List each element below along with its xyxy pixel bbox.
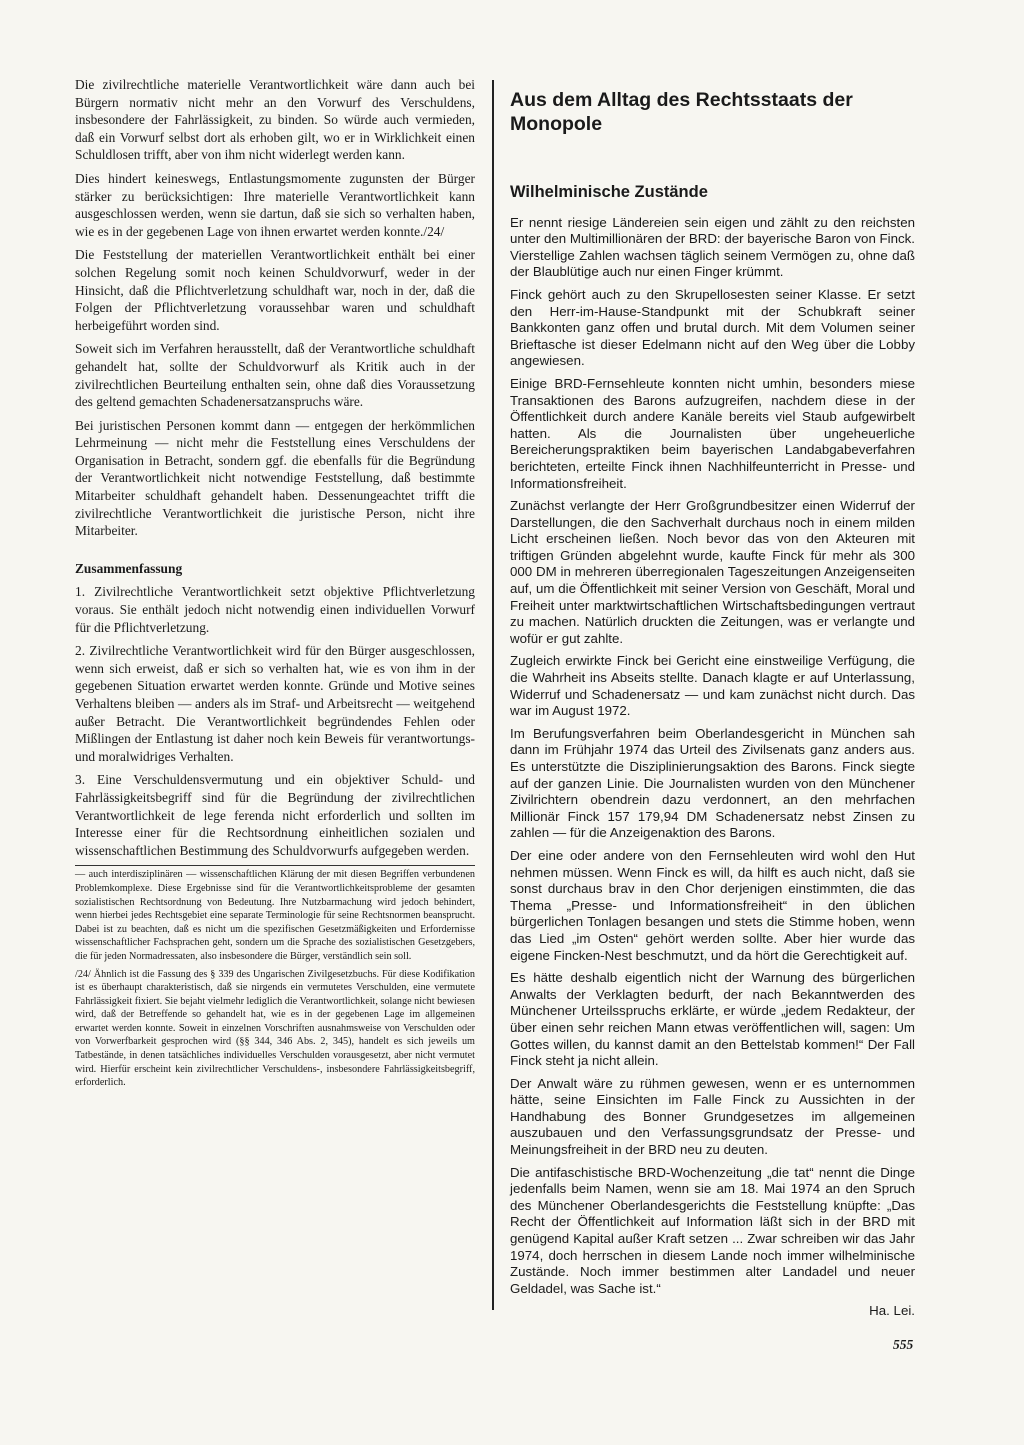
author-signature: Ha. Lei.: [869, 1303, 915, 1319]
paragraph: Bei juristischen Personen kommt dann — entgegen der herkömmlichen Lehrmeinung — nicht mehr die Feststellung eines Verschuldens der Organisation in Betracht, sondern ggf. die ebenfalls für die Begründung der Verantwortlichkeit nicht notwendige Feststellung, daß bestimmte Mitarbeiter schuldhaft gehandelt haben. Dessenungeachtet trifft die zivilrechtliche Verantwortlichkeit die juristische Person, nicht ihre Mitarbeiter.: [75, 417, 475, 539]
column-divider: [492, 80, 494, 1310]
paragraph: Der Anwalt wäre zu rühmen gewesen, wenn er es unternommen hätte, seine Einsichten im Falle Finck zu Aussichten in der Handhabung des Bonner Grundgesetzes im allgemeinen auszubauen und den Verfassungsgrundsatz der Presse- und Meinungsfreiheit in der BRD neu zu deuten.: [510, 1075, 915, 1158]
right-column: [510, 88, 915, 1326]
paragraph: Die antifaschistische BRD-Wochenzeitung „die tat“ nennt die Dinge jedenfalls beim Namen, wenn sie am 18. Mai 1974 an den Spruch des Münchener Oberlandesgerichts die Feststellung knüpfte: „Das Recht der Öffentlichkeit auf Information läßt sich in der BRD mit genügend Kapital außer Kraft setzen ... Zwar schreiben wir das Jahr 1974, doch herrschen in diesem Lande noch immer wilhelminische Zustände. Noch immer bestimmen alter Landadel und neuer Geldadel, was Sache ist.“: [510, 1164, 915, 1296]
paragraph: Einige BRD-Fernsehleute konnten nicht umhin, besonders miese Transaktionen des Barons aufzugreifen, nachdem diese in der Öffentlichkeit durch andere Kanäle bereits viel Staub aufgewirbelt hatten. Als die Journalisten über ungeheuerliche Bereicherungspraktiken beim bayerischen Landabgabeverfahren berichteten, erteilte Finck ihnen Nachhilfeunterricht in Presse- und Informationsfreiheit.: [510, 375, 915, 491]
paragraph: Der eine oder andere von den Fernsehleuten wird wohl den Hut nehmen müssen. Wenn Finck es will, da hilft es auch nicht, daß sie sonst durchaus brav in den Chor derjenigen einstimmten, die das Thema „Presse- und Informationsfreiheit“ in den üblichen bürgerlichen Tonlagen besangen und stets die Stimme hoben, wenn das Lied „im Osten“ gehört werden sollte. Aber hier wurde das eigene Fincken-Nest beschmutzt, und da hört die Gerechtigkeit auf.: [510, 847, 915, 963]
footnote: — auch interdisziplinären — wissenschaftlichen Klärung der mit diesen Begriffen verbundenen Problemkomplexe. Diese Ergebnisse sind für die Verantwortlichkeitsprobleme der gesamten sozialistischen Rechtsordnung von Bedeutung. Ihre Nutzbarmachung wird jedoch behindert, wenn hierbei jedes Rechtsgebiet eine separate Terminologie für seine Rechtsnormen beansprucht. Dabei ist zu beachten, daß es nicht um die spezifischen Gesetzmäßigkeiten und Erfordernisse wissenschaftlicher Fachsprachen geht, sondern um die Sprache des sozialistischen Gesetzgebers, die für jeden Normadressaten, also insbesondere die Bürger, verständlich sein soll.: [75, 869, 475, 962]
left-column: [75, 76, 475, 1094]
article-title: Aus dem Alltag des Rechtsstaats der Monopole: [510, 89, 853, 135]
summary-item: 3. Eine Verschuldensvermutung und ein objektiver Schuld- und Fahrlässigkeitsbegriff sind für die Begründung der zivilrechtlichen Verantwortlichkeit de lege ferenda nicht erforderlich und sollten im Interesse einer für die Rechtsordnung einheitlichen sozialen und wissenschaftlichen Bestimmung des Schuldvorwurfs aufgegeben werden.: [75, 772, 475, 858]
paragraph: Zunächst verlangte der Herr Großgrundbesitzer einen Widerruf der Darstellungen, die den Sachverhalt durchaus noch in einem milden Licht erscheinen ließen. Noch bevor das von den Akteuren mit triftigen Gründen abgelehnt wurde, kaufte Finck für mehr als 300 000 DM in mehreren überregionalen Tageszeitungen Anzeigenseiten auf, um die Öffentlichkeit mit seiner Version von Geschäft, Moral und Freiheit unter marktwirtschaftlichen Wirtschaftsbedingungen vertraut zu machen. Natürlich druckten die Zeitungen, was er verlangte und wofür er gut zahlte.: [510, 498, 915, 646]
paragraph: Es hätte deshalb eigentlich nicht der Warnung des bürgerlichen Anwalts der Verklagten bedurft, der nach Bekanntwerden des Münchener Urteilsspruchs erklärte, er würde „jedem Redakteur, der über einen sehr reichen Mann etwas veröffentlichen will, sagen: Um Gottes willen, du kannst damit an den Bettelstab kommen!“ Der Fall Finck steht ja nicht allein.: [510, 970, 915, 1069]
article-subtitle: Wilhelminische Zustände: [510, 183, 708, 201]
paragraph: Soweit sich im Verfahren herausstellt, daß der Verantwortliche schuldhaft gehandelt hat, sollte der Schuldvorwurf als Kritik auch in der zivilrechtlichen Beurteilung enthalten sein, ohne daß dies Voraussetzung des geltend gemachten Schadenersatzanspruchs wäre.: [75, 341, 475, 410]
paragraph: Finck gehört auch zu den Skrupellosesten seiner Klasse. Er setzt den Herr-im-Hause-Standpunkt mit der Schubkraft seiner Bankkonten ganz offen und brutal durch. Mit dem Volumen seiner Brieftasche ist dieser Edelmann nicht auf den Weg über die Lobby angewiesen.: [510, 286, 915, 369]
paragraph: Dies hindert keineswegs, Entlastungsmomente zugunsten der Bürger stärker zu berücksichtigen: Ihre materielle Verantwortlichkeit kann ausgeschlossen werden, wenn sie dartun, daß sie sich so verhalten haben, wie es in der gegebenen Lage von ihnen erwartet werden konnte./24/: [75, 170, 475, 239]
footnote: /24/ Ähnlich ist die Fassung des § 339 des Ungarischen Zivilgesetzbuchs. Für diese Kodifikation ist es überhaupt charakteristisch, daß sie nirgends ein vermutetes Verschulden, eine vermutete Fahrlässigkeit fixiert. Sie bejaht vielmehr lediglich die Verantwortlichkeit, solange nicht bewiesen wird, daß der Betreffende so gehandelt hat, wie es in der gegebenen Lage im allgemeinen erwartet werden konnte. Soweit in einzelnen Vorschriften ausnahmsweise von Verschulden oder von Vorwerfbarkeit gesprochen wird (§§ 344, 346 Abs. 2, 345), handelt es sich jeweils um Tatbestände, in denen tatsächliches individuelles Verschulden vorausgesetzt, aber nicht vermutet wird. Hierfür erscheint kein zivilrechtlicher Verschuldens-, insbesondere Fahrlässigkeitsbegriff, erforderlich.: [75, 968, 475, 1089]
footnotes: [75, 865, 475, 1090]
paragraph: Zugleich erwirkte Finck bei Gericht eine einstweilige Verfügung, die die Wahrheit ins Abseits stellte. Danach klagte er auf Unterlassung, Widerruf und Schadenersatz — und kam zunächst nicht durch. Das war im August 1972.: [510, 653, 915, 719]
summary-item: 1. Zivilrechtliche Verantwortlichkeit setzt objektive Pflichtverletzung voraus. Sie enthält jedoch nicht notwendig einen individuellen Vorwurf für die Pflichtverletzung.: [75, 584, 475, 635]
paragraph: Die zivilrechtliche materielle Verantwortlichkeit wäre dann auch bei Bürgern normativ nicht mehr an den Vorwurf des Verschuldens, insbesondere der Fahrlässigkeit, zu binden. So würde auch vermieden, daß ein Vorwurf selbst dort als erhoben gilt, wo er in Wirklichkeit einen Schuldlosen trifft, aber von ihm nicht widerlegt werden kann.: [75, 77, 475, 163]
page-number: 555: [893, 1337, 914, 1352]
summary-item: 2. Zivilrechtliche Verantwortlichkeit wird für den Bürger ausgeschlossen, wenn sich erweist, daß er sich so verhalten hat, wie es von ihm in der gegebenen Situation erwartet werden konnte. Gründe und Motive seines Verhaltens bleiben — anders als im Straf- und Arbeitsrecht — weitgehend außer Betracht. Die Verantwortlichkeit begründendes Fehlen oder Mißlingen der Entlastung ist daher noch kein Beweis für verantwortungs- und moralwidriges Verhalten.: [75, 643, 475, 764]
paragraph: Im Berufungsverfahren beim Oberlandesgericht in München sah dann im Frühjahr 1974 das Urteil des Zivilsenats ganz anders aus. Es unterstützte die Disziplinierungsaktion des Barons. Finck siegte auf der ganzen Linie. Die Journalisten wurden von den Münchener Zivilrichtern obendrein dazu verdonnert, an den mehrfachen Millionär Finck 157 179,94 DM Schadenersatz nebst Zinsen zu zahlen — für die Anzeigenaktion des Barons.: [510, 725, 915, 841]
paragraph: Er nennt riesige Ländereien sein eigen und zählt zu den reichsten unter den Multimillionären der BRD: der bayerische Baron von Finck. Vierstellige Zahlen wachsen täglich seinem Vermögen zu, ohne daß der Blaublütige auch nur einen Finger krümmt.: [510, 214, 916, 280]
paragraph: Die Feststellung der materiellen Verantwortlichkeit enthält bei einer solchen Regelung somit noch keinen Schuldvorwurf, weder in der Hinsicht, daß die Pflichtverletzung schuldhaft war, noch in der, daß die Folgen der Pflichtverletzung voraussehbar waren und schuldhaft herbeigeführt worden sind.: [75, 247, 475, 333]
summary-heading: Zusammenfassung: [75, 560, 183, 576]
